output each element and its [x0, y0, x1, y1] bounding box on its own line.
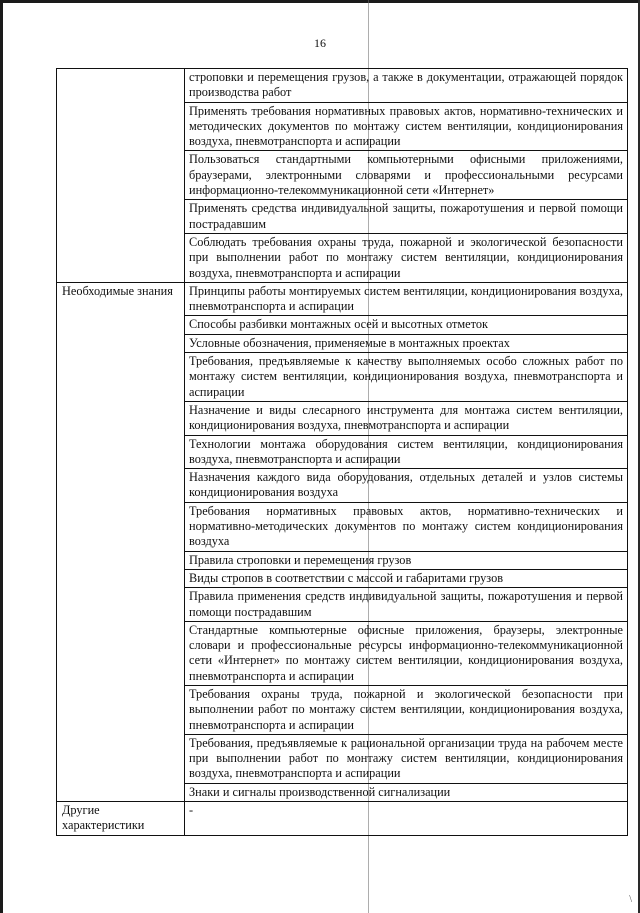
scan-corner-mark: \	[629, 894, 632, 905]
page-number: 16	[314, 36, 326, 50]
table-cell-item: Знаки и сигналы производственной сигнализации	[185, 783, 628, 801]
table-cell-item: Соблюдать требования охраны труда, пожарной и экологической безопасности при выполнении работ по монтажу систем вентиляции, кондиционирования воздуха, пневмотранспорта и аспирации	[185, 233, 628, 282]
table-cell-item: Применять требования нормативных правовых актов, нормативно-технических и методических документов по монтажу систем вентиляции, кондиционирования воздуха, пневмотранспорта и аспирации	[185, 102, 628, 151]
table-cell-item: Назначения каждого вида оборудования, отдельных деталей и узлов системы кондиционирования воздуха	[185, 469, 628, 503]
table-cell-item: Стандартные компьютерные офисные приложения, браузеры, электронные словари и профессиональные ресурсы информационно-телекоммуникационной сети «Интернет» по монтажу систем вентиляции, кондиционирования воздуха, пневмотранспорта и аспирации	[185, 621, 628, 685]
table-row	[57, 802, 628, 836]
table-cell-item: Требования нормативных правовых актов, нормативно-технических и нормативно-методических документов по монтажу систем кондиционирования воздуха	[185, 502, 628, 551]
table-cell-item: Принципы работы монтируемых систем вентиляции, кондиционирования воздуха, пневмотранспорта и аспирации	[185, 282, 628, 316]
row-label: Другие характеристики	[57, 802, 185, 836]
table-cell-item: Пользоваться стандартными компьютерными офисными приложениями, браузерами, электронными словарями и профессиональными ресурсами информационно-телекоммуникационной сети «Интернет»	[185, 151, 628, 200]
table-cell-item: Технологии монтажа оборудования систем вентиляции, кондиционирования воздуха, пневмотранспорта и аспирации	[185, 435, 628, 469]
table-cell-item: Требования, предъявляемые к рациональной организации труда на рабочем месте при выполнении работ по монтажу систем вентиляции, кондиционирования воздуха, пневмотранспорта и аспирации	[185, 734, 628, 783]
scan-edge-top	[0, 0, 640, 3]
requirements-table	[56, 68, 628, 836]
row-label: Необходимые знания	[57, 282, 185, 801]
table-cell-item: Правила строповки и перемещения грузов	[185, 551, 628, 569]
table-row	[57, 69, 628, 103]
table-cell-item: Назначение и виды слесарного инструмента для монтажа систем вентиляции, кондиционирования воздуха, пневмотранспорта и аспирации	[185, 401, 628, 435]
table-cell-item: Способы разбивки монтажных осей и высотных отметок	[185, 316, 628, 334]
table-cell-item: Условные обозначения, применяемые в монтажных проектах	[185, 334, 628, 352]
table-cell-item: Требования охраны труда, пожарной и экологической безопасности при выполнении работ по монтажу систем вентиляции, кондиционирования воздуха, пневмотранспорта и аспирации	[185, 685, 628, 734]
table-row	[57, 282, 628, 316]
table-cell-item: Требования, предъявляемые к качеству выполняемых особо сложных работ по монтажу систем вентиляции, кондиционирования воздуха, пневмотранспорта и аспирации	[185, 353, 628, 402]
table-cell-item: Правила применения средств индивидуальной защиты, пожаротушения и первой помощи пострадавшим	[185, 588, 628, 622]
table-cell-item: -	[185, 802, 628, 836]
scan-edge-left	[0, 0, 3, 913]
row-label	[57, 69, 185, 283]
table-cell-item: строповки и перемещения грузов, а также в документации, отражающей порядок производства работ	[185, 69, 628, 103]
table-cell-item: Виды стропов в соответствии с массой и габаритами грузов	[185, 569, 628, 587]
table-cell-item: Применять средства индивидуальной защиты, пожаротушения и первой помощи пострадавшим	[185, 200, 628, 234]
